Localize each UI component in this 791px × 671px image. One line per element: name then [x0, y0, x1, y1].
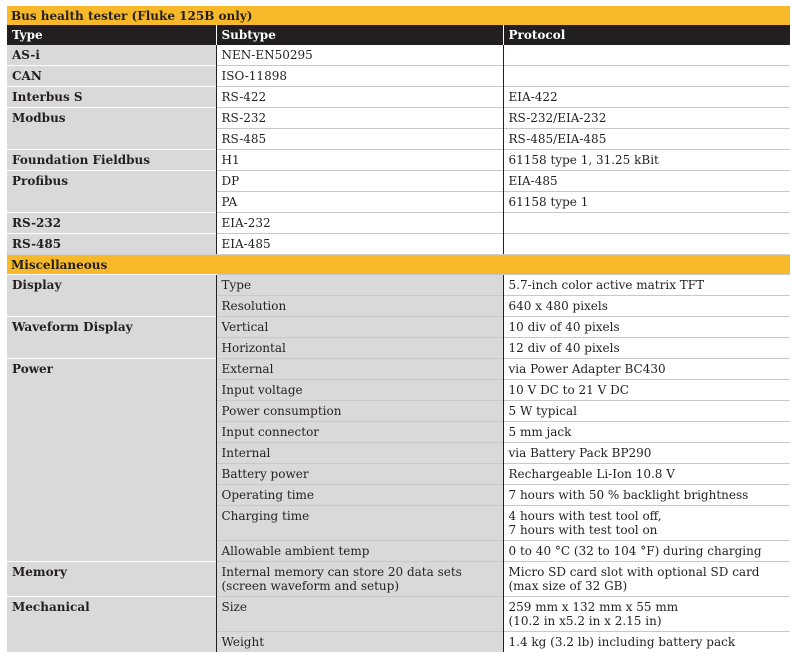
cell-group [7, 401, 216, 422]
cell-group: Display [7, 275, 216, 296]
cell-item: Power consumption [216, 401, 503, 422]
cell-item: External [216, 359, 503, 380]
table-row [7, 296, 790, 317]
section-title-bus-health: Bus health tester (Fluke 125B only) [7, 6, 790, 25]
table-row [7, 45, 790, 66]
cell-value: 259 mm x 132 mm x 55 mm (10.2 in x5.2 in x 2.15 in) [503, 597, 790, 632]
cell-type: RS-485 [7, 234, 216, 255]
cell-protocol: RS-485/EIA-485 [503, 129, 790, 150]
cell-type: Foundation Fieldbus [7, 150, 216, 171]
cell-value: 5 mm jack [503, 422, 790, 443]
cell-group [7, 338, 216, 359]
cell-type: RS-232 [7, 213, 216, 234]
cell-subtype: EIA-485 [216, 234, 503, 255]
cell-value: via Battery Pack BP290 [503, 443, 790, 464]
cell-value: 10 V DC to 21 V DC [503, 380, 790, 401]
cell-protocol [503, 234, 790, 255]
cell-value: Rechargeable Li-Ion 10.8 V [503, 464, 790, 485]
cell-protocol: EIA-485 [503, 171, 790, 192]
header-protocol: Protocol [503, 25, 790, 45]
cell-group: Power [7, 359, 216, 380]
cell-protocol [503, 45, 790, 66]
header-subtype: Subtype [216, 25, 503, 45]
cell-item: Input connector [216, 422, 503, 443]
cell-value: 640 x 480 pixels [503, 296, 790, 317]
cell-subtype: RS-232 [216, 108, 503, 129]
miscellaneous-table [7, 274, 790, 652]
cell-group: Waveform Display [7, 317, 216, 338]
table-row [7, 150, 790, 171]
cell-item: Battery power [216, 464, 503, 485]
cell-item: Weight [216, 632, 503, 653]
cell-subtype: H1 [216, 150, 503, 171]
table-row [7, 66, 790, 87]
table-row [7, 87, 790, 108]
cell-protocol: 61158 type 1 [503, 192, 790, 213]
cell-group: Memory [7, 562, 216, 597]
cell-subtype: ISO-11898 [216, 66, 503, 87]
cell-subtype: NEN-EN50295 [216, 45, 503, 66]
cell-value: Micro SD card slot with optional SD card (max size of 32 GB) [503, 562, 790, 597]
cell-item: Vertical [216, 317, 503, 338]
table-row [7, 129, 790, 150]
cell-item: Internal [216, 443, 503, 464]
cell-group: Mechanical [7, 597, 216, 632]
table-header-row [7, 25, 790, 45]
cell-type: Profibus [7, 171, 216, 192]
table-row [7, 359, 790, 380]
cell-value: 12 div of 40 pixels [503, 338, 790, 359]
table-row [7, 338, 790, 359]
table-row [7, 597, 790, 632]
cell-protocol [503, 213, 790, 234]
table-row [7, 171, 790, 192]
cell-value: 0 to 40 °C (32 to 104 °F) during charging [503, 541, 790, 562]
cell-value: 1.4 kg (3.2 lb) including battery pack [503, 632, 790, 653]
cell-group [7, 443, 216, 464]
cell-value: 5 W typical [503, 401, 790, 422]
cell-item: Internal memory can store 20 data sets (screen waveform and setup) [216, 562, 503, 597]
cell-subtype: PA [216, 192, 503, 213]
table-row [7, 422, 790, 443]
cell-item: Charging time [216, 506, 503, 541]
cell-item: Input voltage [216, 380, 503, 401]
table-row [7, 234, 790, 255]
table-row [7, 213, 790, 234]
cell-item: Operating time [216, 485, 503, 506]
table-row [7, 108, 790, 129]
table-row [7, 541, 790, 562]
table-row [7, 401, 790, 422]
table-row [7, 485, 790, 506]
header-type: Type [7, 25, 216, 45]
cell-item: Horizontal [216, 338, 503, 359]
cell-group [7, 422, 216, 443]
cell-type: CAN [7, 66, 216, 87]
table-row [7, 464, 790, 485]
cell-group [7, 464, 216, 485]
cell-value: 4 hours with test tool off, 7 hours with test tool on [503, 506, 790, 541]
cell-type: AS-i [7, 45, 216, 66]
cell-item: Allowable ambient temp [216, 541, 503, 562]
cell-subtype: RS-485 [216, 129, 503, 150]
cell-type: Interbus S [7, 87, 216, 108]
cell-item: Size [216, 597, 503, 632]
cell-subtype: RS-422 [216, 87, 503, 108]
cell-group [7, 485, 216, 506]
cell-group [7, 506, 216, 541]
cell-value: 5.7-inch color active matrix TFT [503, 275, 790, 296]
cell-value: 7 hours with 50 % backlight brightness [503, 485, 790, 506]
cell-group [7, 296, 216, 317]
cell-type [7, 129, 216, 150]
cell-protocol: EIA-422 [503, 87, 790, 108]
table-row [7, 317, 790, 338]
cell-value: via Power Adapter BC430 [503, 359, 790, 380]
table-row [7, 192, 790, 213]
cell-value: 10 div of 40 pixels [503, 317, 790, 338]
cell-type [7, 192, 216, 213]
table-row [7, 443, 790, 464]
cell-subtype: DP [216, 171, 503, 192]
table-row [7, 632, 790, 653]
cell-subtype: EIA-232 [216, 213, 503, 234]
cell-group [7, 380, 216, 401]
cell-group [7, 632, 216, 653]
section-title-miscellaneous: Miscellaneous [7, 254, 790, 274]
cell-group [7, 541, 216, 562]
table-row [7, 380, 790, 401]
table-row [7, 275, 790, 296]
cell-item: Resolution [216, 296, 503, 317]
spec-sheet [7, 6, 790, 652]
cell-protocol [503, 66, 790, 87]
table-row [7, 506, 790, 541]
bus-health-table [7, 25, 790, 254]
cell-item: Type [216, 275, 503, 296]
cell-type: Modbus [7, 108, 216, 129]
cell-protocol: RS-232/EIA-232 [503, 108, 790, 129]
cell-protocol: 61158 type 1, 31.25 kBit [503, 150, 790, 171]
table-row [7, 562, 790, 597]
